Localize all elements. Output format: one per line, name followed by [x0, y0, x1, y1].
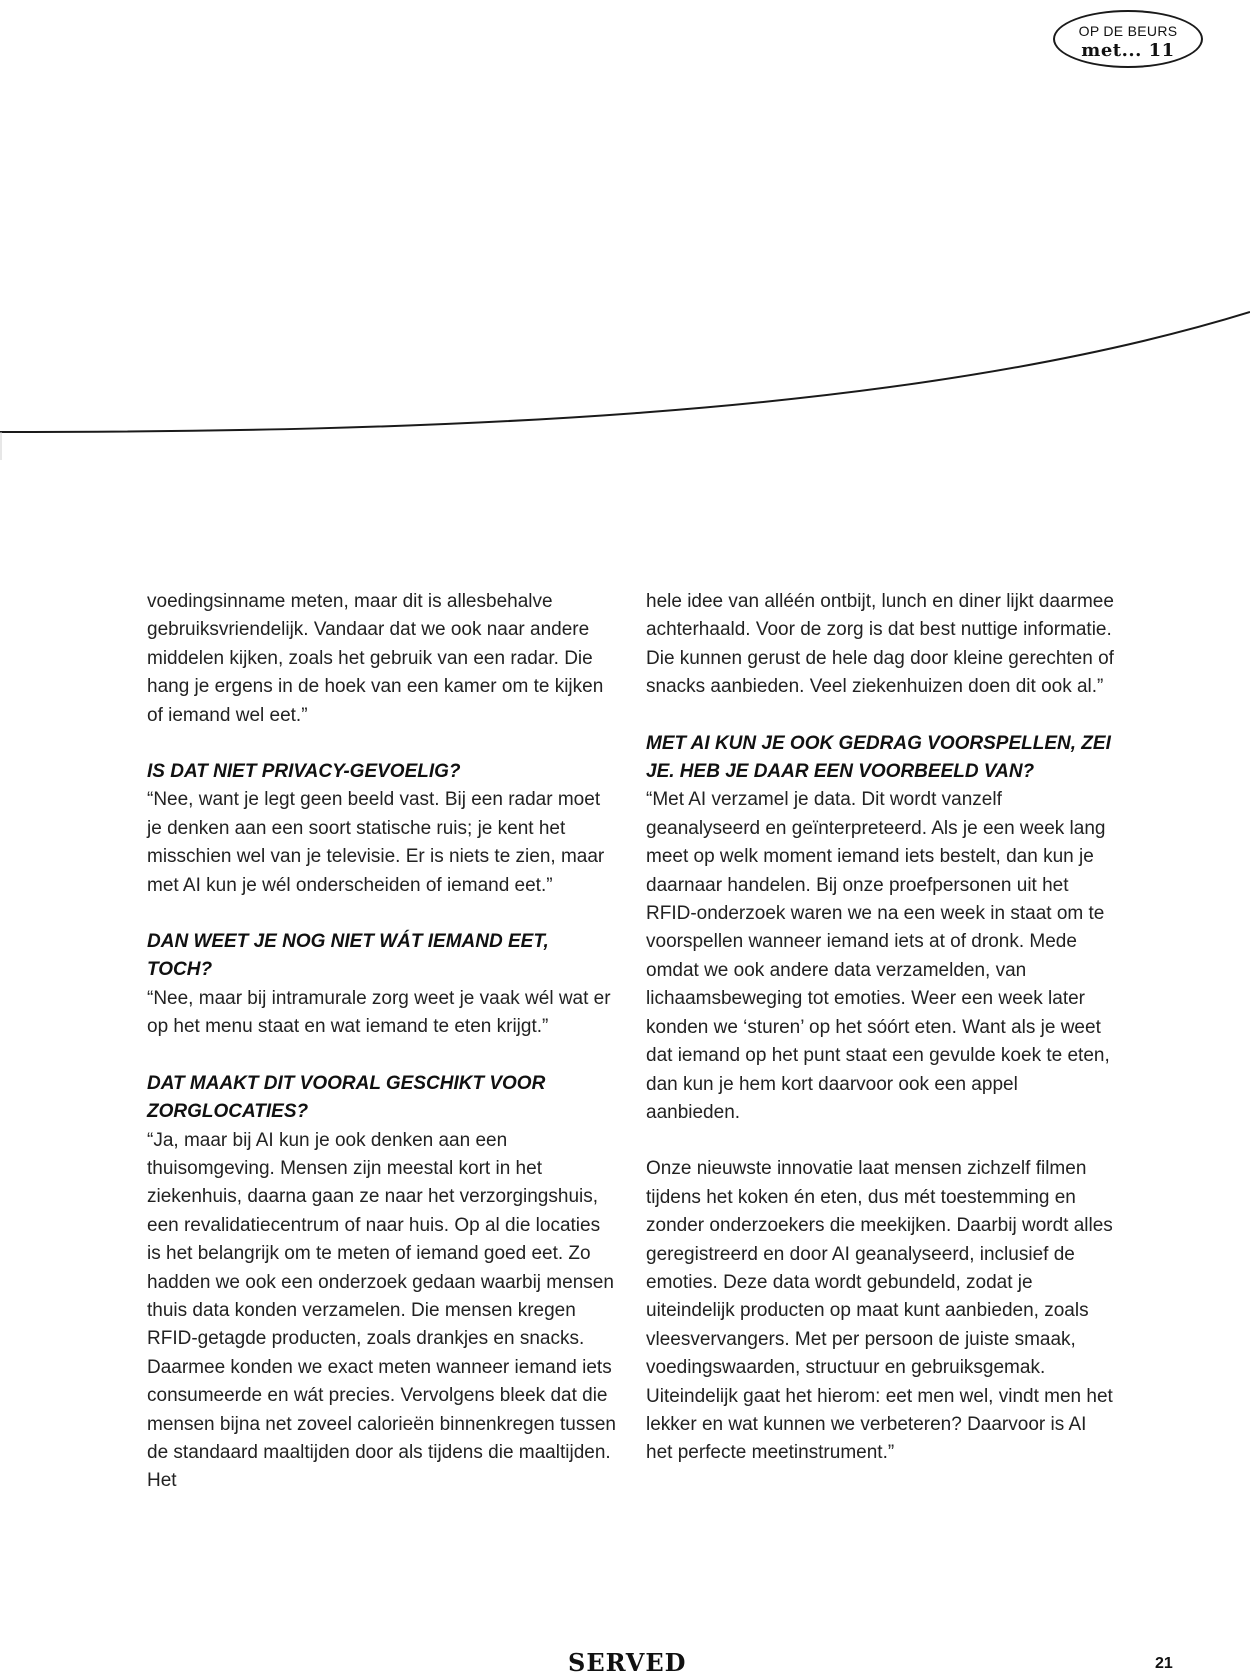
interview-question: MET AI KUN JE OOK GEDRAG VOORSPELLEN, ZEI JE. HEB JE DAAR EEN VOORBEELD VAN? — [646, 732, 1111, 783]
paragraph: voedingsinname meten, maar dit is allesbehalve gebruiksvriendelijk. Vandaar dat we ook naar andere middelen kijken, zoals het gebruik van een radar. Die hang je ergens in de hoek van een kamer om te kijken of iemand wel eet.” — [147, 591, 604, 726]
interview-question: DAT MAAKT DIT VOORAL GESCHIKT VOOR ZORGLOCATIES? — [147, 1072, 546, 1123]
badge-title: OP DE BEURS — [1078, 23, 1178, 39]
paragraph: Onze nieuwste innovatie laat mensen zichzelf filmen tijdens het koken én eten, dus mét toestemming en zonder onderzoekers die meekijken. Daarbij wordt alles geregistreerd en door AI geanalyseerd, inclusief de emoties. Deze data wordt gebundeld, zodat je uiteindelijk producten op maat kunt aanbieden, zoals vleesvervangers. Met per persoon de juiste smaak, voedingswaarden, structuur en gebruiksgemak. Uiteindelijk gaat het hierom: eet men wel, vindt men het lekker en wat kunnen we verbeteren? Daarvoor is AI het perfecte meetinstrument.” — [646, 1158, 1113, 1464]
interview-question: DAN WEET JE NOG NIET WÁT IEMAND EET, TOCH? — [147, 931, 549, 981]
interview-answer: “Ja, maar bij AI kun je ook denken aan een thuisomgeving. Mensen zijn meestal kort in het ziekenhuis, daarna gaan ze naar het verzorgingshuis, een revalidatiecentrum of naar huis. Op al die locaties is het belangrijk om te meten of iemand goed eet. Zo hadden we ook een onderzoek gedaan waarbij mensen thuis data konden verzamelen. Die mensen kregen RFID-getagde producten, zoals drankjes en snacks. Daarmee konden we exact meten wanneer iemand iets consumeerde en wát precies. Vervolgens bleek dat die mensen bijna net zoveel calorieën binnenkregen tussen de standaard maaltijden door als tijdens die maaltijden. Het — [147, 1129, 616, 1492]
interview-answer: “Nee, want je legt geen beeld vast. Bij een radar moet je denken aan een soort statische ruis; je kent het misschien wel van je televisie. Er is niets te zien, maar met AI kun je wél onderscheiden of iemand eet.” — [147, 789, 605, 896]
interview-question: IS DAT NIET PRIVACY-GEVOELIG? — [147, 761, 461, 783]
badge-subtitle: met... 11 — [1081, 40, 1175, 61]
decorative-curve — [0, 0, 1250, 460]
article-column-right — [646, 588, 1116, 1468]
magazine-logo: SERVED — [568, 1648, 687, 1677]
interview-answer: “Nee, maar bij intramurale zorg weet je vaak wél wat er op het menu staat en wat iemand te eten krijgt.” — [147, 987, 611, 1038]
interview-answer: “Met AI verzamel je data. Dit wordt vanzelf geanalyseerd en geïnterpreteerd. Als je een week lang meet op welk moment iemand iets bestelt, dan kun je daarnaar handelen. Bij onze proefpersonen uit het RFID-onderzoek waren we na een week in staat om te voorspellen wanneer iemand iets at of dronk. Mede omdat we ook andere data verzamelden, van lichaamsbeweging tot emoties. Weer een week later konden we ‘sturen’ op het sóórt eten. Want als je weet dat iemand op het punt staat een gevulde koek te eten, dan kun je hem kort daarvoor ook een appel aanbieden. — [646, 789, 1110, 1123]
article-column-left — [147, 588, 617, 1496]
page-number: 21 — [1155, 1655, 1173, 1672]
paragraph: hele idee van alléén ontbijt, lunch en diner lijkt daarmee achterhaald. Voor de zorg is dat best nuttige informatie. Die kunnen gerust de hele dag door kleine gerechten of snacks aanbieden. Veel ziekenhuizen doen dit ook al.” — [646, 591, 1114, 698]
